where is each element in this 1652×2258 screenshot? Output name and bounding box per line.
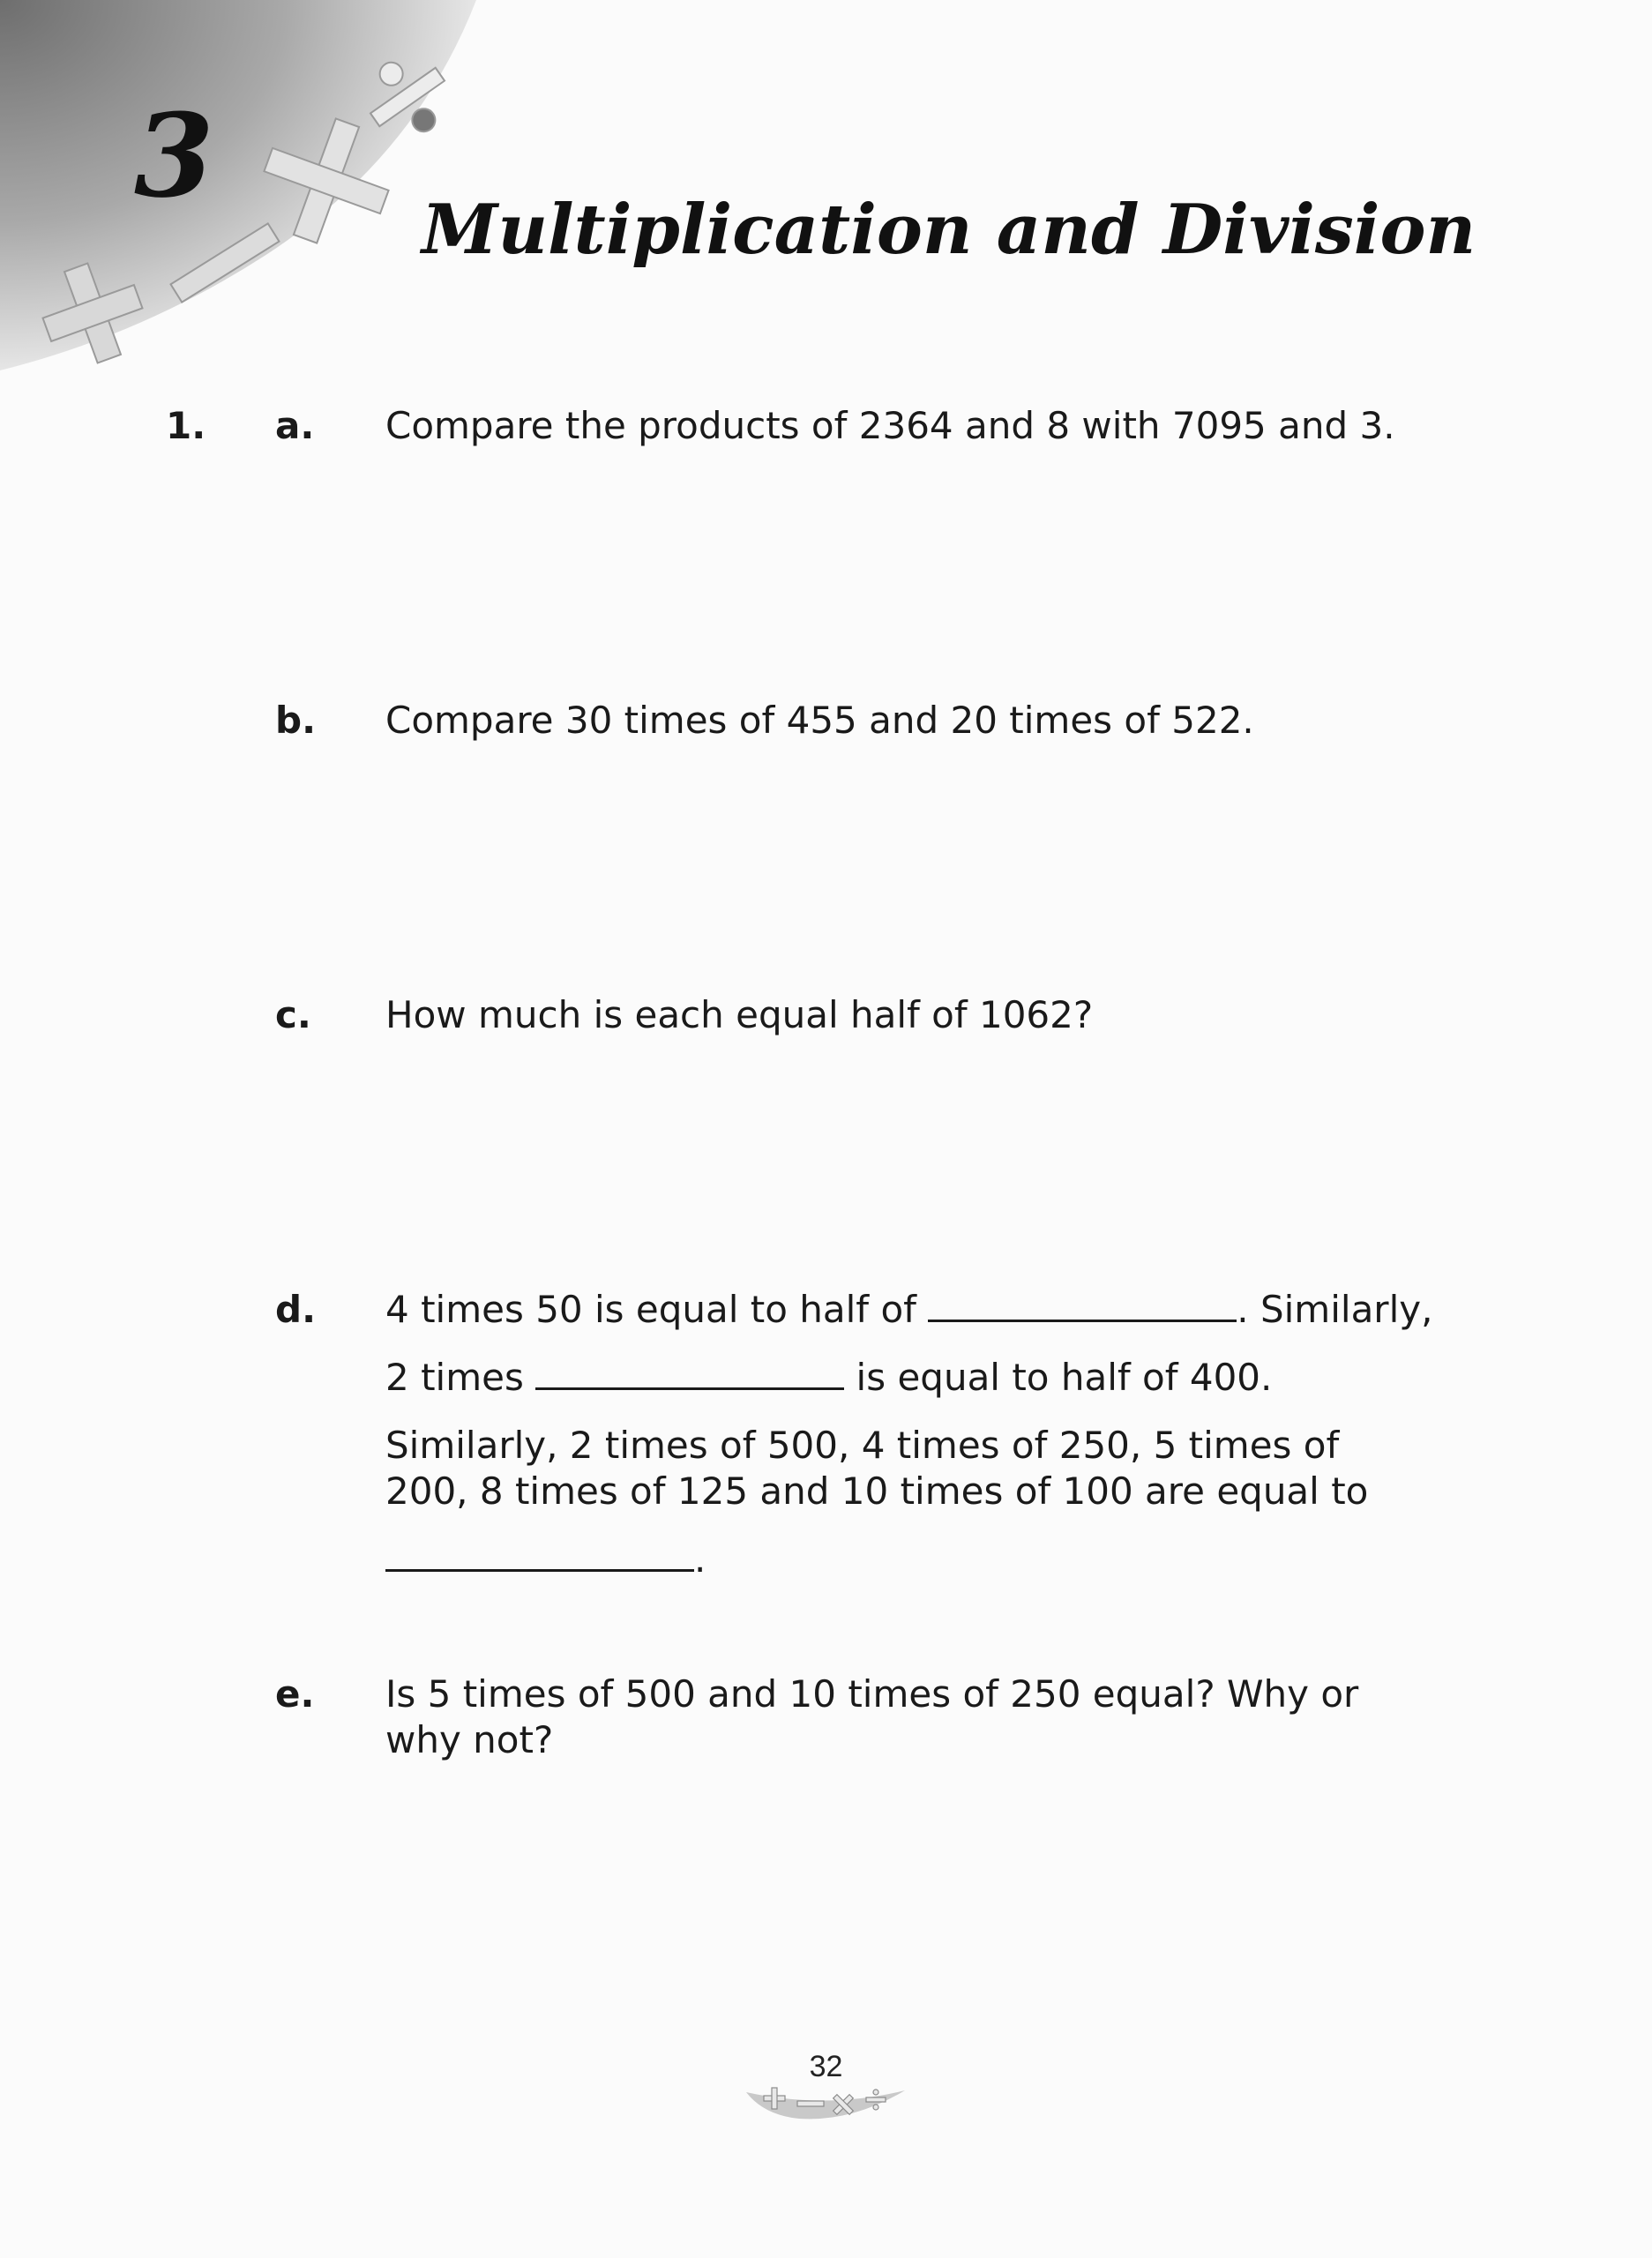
part-a-text: Compare the products of 2364 and 8 with 7095 and 3.: [385, 404, 1395, 447]
answer-blank-1[interactable]: [928, 1288, 1237, 1322]
part-a-letter: a.: [275, 404, 315, 447]
part-d-letter: d.: [275, 1288, 317, 1331]
part-c-letter: c.: [275, 993, 311, 1036]
part-d-line-2: [385, 1356, 1272, 1400]
part-d-line-1-start: 4 times 50 is equal to half of: [385, 1288, 929, 1331]
chapter-title: Multiplication and Division: [422, 190, 1476, 270]
part-d-line-1-end: . Similarly,: [1237, 1288, 1433, 1331]
part-b-letter: b.: [275, 699, 317, 742]
part-d-line-5: [385, 1537, 706, 1581]
page-number: 32: [809, 2050, 843, 2083]
part-e-line-1: Is 5 times of 500 and 10 times of 250 equal? Why or: [385, 1672, 1359, 1716]
part-d-line-5-end: .: [694, 1537, 706, 1581]
part-d-line-1: [385, 1288, 1432, 1332]
answer-blank-2[interactable]: [535, 1356, 844, 1390]
part-c-text: How much is each equal half of 1062?: [385, 993, 1094, 1036]
part-d-line-2-start: 2 times: [385, 1356, 536, 1399]
question-number: 1.: [166, 404, 206, 447]
part-e-line-2: why not?: [385, 1718, 554, 1761]
part-d-line-4: 200, 8 times of 125 and 10 times of 100 are equal to: [385, 1469, 1369, 1513]
math-symbols-footer-icon: [746, 2083, 905, 2122]
chapter-number: 3: [134, 88, 214, 223]
part-d-line-2-end: is equal to half of 400.: [844, 1356, 1273, 1399]
part-d-line-3: Similarly, 2 times of 500, 4 times of 250, 5 times of: [385, 1424, 1340, 1467]
page-footer: [0, 2050, 1652, 2084]
part-e-letter: e.: [275, 1672, 315, 1716]
answer-blank-3[interactable]: [385, 1537, 694, 1572]
part-b-text: Compare 30 times of 455 and 20 times of 522.: [385, 699, 1254, 742]
math-symbols-corner-icon: [0, 0, 494, 379]
